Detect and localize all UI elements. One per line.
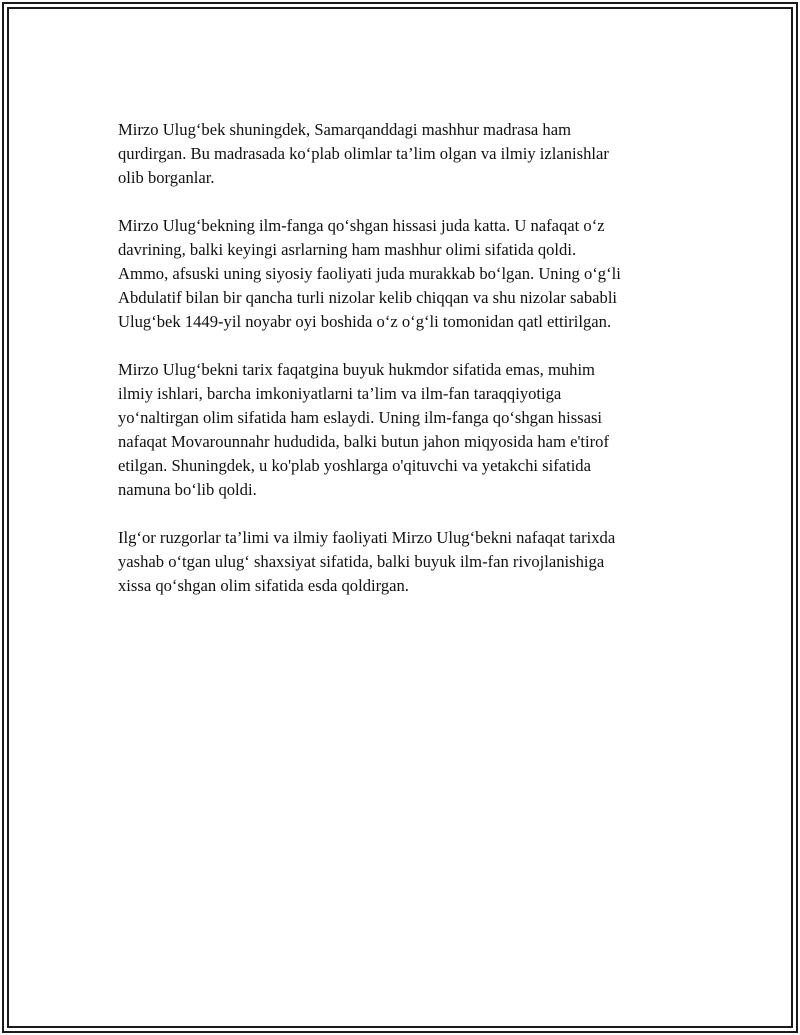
paragraph-4 — [118, 526, 678, 598]
paragraph-line: etilgan. Shuningdek, u ko'plab yoshlarga o'qituvchi va yetakchi sifatida — [118, 456, 591, 475]
paragraph-line: Mirzo Ulug‘bekni tarix faqatgina buyuk hukmdor sifatida emas, muhim — [118, 360, 595, 379]
paragraph-line: Mirzo Ulug‘bek shuningdek, Samarqanddagi mashhur madrasa ham — [118, 120, 571, 139]
paragraph-line: Abdulatif bilan bir qancha turli nizolar kelib chiqqan va shu nizolar sababli — [118, 288, 618, 307]
paragraph-line: Ammo, afsuski uning siyosiy faoliyati juda murakkab bo‘lgan. Uning o‘g‘li — [118, 264, 621, 283]
paragraph-line: Mirzo Ulug‘bekning ilm-fanga qo‘shgan hissasi juda katta. U nafaqat o‘z — [118, 216, 605, 235]
paragraph-line: davrining, balki keyingi asrlarning ham mashhur olimi sifatida qoldi. — [118, 240, 577, 259]
paragraph-line: Ulug‘bek 1449-yil noyabr oyi boshida o‘z o‘g‘li tomonidan qatl ettirilgan. — [118, 312, 612, 331]
paragraph-1 — [118, 118, 678, 190]
paragraph-3 — [118, 358, 678, 502]
paragraph-2 — [118, 214, 678, 334]
document-body — [118, 118, 678, 622]
paragraph-line: yashab o‘tgan ulug‘ shaxsiyat sifatida, balki buyuk ilm-fan rivojlanishiga — [118, 552, 605, 571]
paragraph-line: ilmiy ishlari, barcha imkoniyatlarni ta’lim va ilm-fan taraqqiyotiga — [118, 384, 562, 403]
paragraph-line: Ilg‘or ruzgorlar ta’limi va ilmiy faoliyati Mirzo Ulug‘bekni nafaqat tarixda — [118, 528, 616, 547]
paragraph-line: yo‘naltirgan olim sifatida ham eslaydi. Uning ilm-fanga qo‘shgan hissasi — [118, 408, 603, 427]
paragraph-line: nafaqat Movarounnahr hududida, balki butun jahon miqyosida ham e'tirof — [118, 432, 610, 451]
paragraph-line: olib borganlar. — [118, 168, 215, 187]
paragraph-line: namuna bo‘lib qoldi. — [118, 480, 257, 499]
paragraph-line: xissa qo‘shgan olim sifatida esda qoldirgan. — [118, 576, 409, 595]
paragraph-line: qurdirgan. Bu madrasada ko‘plab olimlar ta’lim olgan va ilmiy izlanishlar — [118, 144, 609, 163]
